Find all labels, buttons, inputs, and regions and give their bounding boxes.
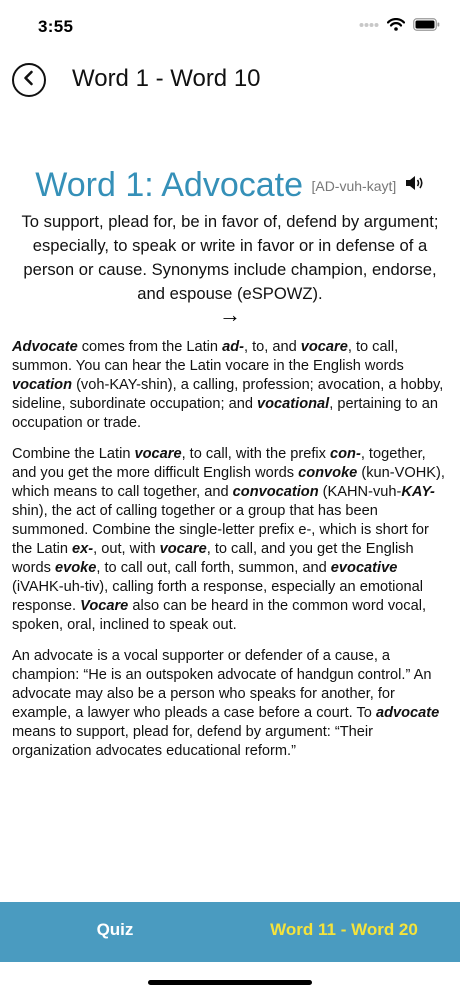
nav-title: Word 1 - Word 10 <box>72 65 261 92</box>
text-run: comes from the Latin <box>77 339 223 355</box>
paragraph <box>12 338 452 433</box>
definition: To support, plead for, be in favor of, defend by argument; especially, to speak or write in favor or in defense of a person or cause. Synonyms include champion, endorse, and espouse (eSPOWZ). <box>21 212 439 303</box>
text-run: (KAHN-vuh- <box>318 484 402 500</box>
text-run: , to, and <box>243 339 301 355</box>
bottom-bar <box>0 902 460 962</box>
back-button[interactable] <box>12 63 46 97</box>
emphasized-term: ad- <box>222 339 244 355</box>
cellular-signal-icon <box>359 18 379 36</box>
emphasized-term: convocation <box>232 484 319 500</box>
emphasized-term: vocare <box>159 541 207 557</box>
text-run: , together, and you get the more difficult English words <box>12 446 426 481</box>
next-words-button[interactable]: Word 11 - Word 20 <box>270 920 418 939</box>
text-run: (voh-KAY-shin), a calling, profession; avocation, a hobby, sideline, subordinate occupation; and <box>12 377 444 412</box>
text-run: (iVAHK-uh-tiv), calling forth a response, especially an emotional response. <box>12 579 423 614</box>
emphasized-term: KAY- <box>401 484 435 500</box>
status-time: 3:55 <box>38 17 74 36</box>
speaker-icon[interactable] <box>405 174 425 197</box>
pronunciation: [AD-vuh-kayt] <box>311 177 397 194</box>
emphasized-term: vocation <box>12 377 73 393</box>
text-run: shin), the act of calling together or a group that has been summoned. Combine the single-letter prefix e-, which is short for the Latin <box>12 503 429 557</box>
navigation-bar <box>0 54 460 108</box>
text-run: , out, with <box>93 541 160 557</box>
text-run: , to call, summon. You can hear the Latin vocare in the English words <box>12 339 404 374</box>
text-run: (kun-VOHK), which means to call together, and <box>12 465 445 500</box>
text-run: also can be heard in the common word vocal, spoken, oral, inclined to speak out. <box>12 598 427 633</box>
next-arrow[interactable]: → <box>219 302 241 327</box>
text-run: , to call, and you get the English words <box>12 541 414 576</box>
emphasized-term: ex- <box>72 541 94 557</box>
emphasized-term: con- <box>330 446 361 462</box>
home-indicator[interactable] <box>148 980 312 985</box>
wifi-icon <box>387 18 405 36</box>
battery-icon <box>413 18 440 36</box>
text-run: , pertaining to an occupation or trade. <box>12 396 438 431</box>
text-run: means to support, plead for, defend by argument: “Their organization advocates educational reform.” <box>12 724 373 759</box>
text-run: , to call out, call forth, summon, and <box>96 560 331 576</box>
emphasized-term: evocative <box>330 560 398 576</box>
chevron-left-icon <box>22 70 36 91</box>
status-icons <box>359 18 440 36</box>
emphasized-term: evoke <box>54 560 97 576</box>
paragraph <box>12 445 452 635</box>
text-run: Combine the Latin <box>12 446 135 462</box>
text-run: , to call, with the prefix <box>181 446 331 462</box>
emphasized-term: vocare <box>300 339 348 355</box>
emphasized-term: advocate <box>375 705 440 721</box>
emphasized-term: vocational <box>257 396 330 412</box>
status-bar <box>0 0 460 54</box>
paragraph <box>12 647 452 761</box>
word-header <box>0 166 460 205</box>
emphasized-term: convoke <box>298 465 358 481</box>
quiz-button[interactable]: Quiz <box>96 920 134 939</box>
emphasized-term: vocare <box>134 446 182 462</box>
emphasized-term: Advocate <box>12 339 78 355</box>
emphasized-term: Vocare <box>80 598 129 614</box>
text-run: An advocate is a vocal supporter or defender of a cause, a champion: “He is an outspoken advocate of handgun control.” An advocate may also be a person who speaks for another, for example, a lawyer who pleads a case before a court. To <box>12 648 432 721</box>
word-title: Word 1: Advocate <box>35 166 304 204</box>
etymology-text <box>12 338 452 773</box>
